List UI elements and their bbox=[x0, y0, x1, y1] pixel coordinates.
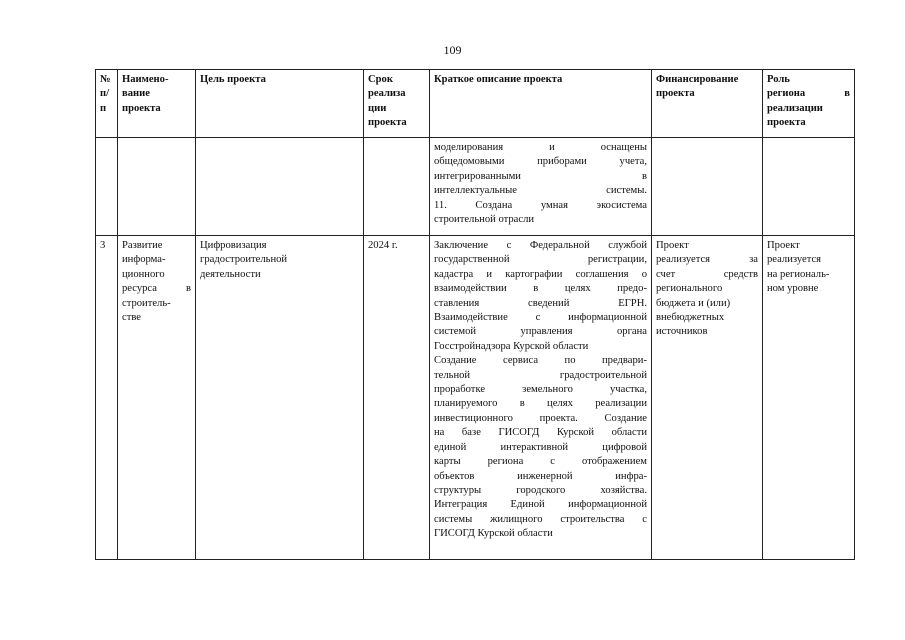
header-project-name: Наимено- вание проекта bbox=[118, 70, 196, 138]
cell-project-financing: Проект реализуется за счет средств регионального бюджета и (или) внебюджетных источников bbox=[652, 236, 763, 560]
header-number: № п/ п bbox=[96, 70, 118, 138]
cell-empty bbox=[118, 138, 196, 236]
cell-project-description: Заключение с Федеральной службой государственной регистрации, кадастра и картографии соглашения о взаимодействии в целях предо- ставления сведений ЕГРН. Взаимодействие с информационной системой управления органа Госстройнадзора Курской области Создание сервиса по предвари- тельной градостроительной проработке земельного участка, планируемого в целях реализации инвестиционного проекта. Создание на базе ГИСОГД Курской области единой интерактивной цифровой карты региона с отображением объектов инженерной инфра- структуры городского хозяйства. Интеграция Единой информационной системы жилищного строительства с ГИСОГД Курской области bbox=[430, 236, 652, 560]
table-row bbox=[96, 236, 855, 560]
cell-description-continuation: моделирования и оснащены общедомовыми приборами учета, интегрированными в интеллектуальные системы. 11. Создана умная экосистема строительной отрасли bbox=[430, 138, 652, 236]
cell-empty bbox=[96, 138, 118, 236]
header-project-term: Срок реализа ции проекта bbox=[364, 70, 430, 138]
cell-project-name: Развитие информа- ционного ресурса в строитель- стве bbox=[118, 236, 196, 560]
cell-empty bbox=[196, 138, 364, 236]
table-row-continuation bbox=[96, 138, 855, 236]
page-number: 109 bbox=[443, 43, 462, 57]
cell-empty bbox=[364, 138, 430, 236]
cell-empty bbox=[763, 138, 855, 236]
header-project-description: Краткое описание проекта bbox=[430, 70, 652, 138]
cell-region-role: Проект реализуется на региональ- ном уровне bbox=[763, 236, 855, 560]
header-project-financing: Финансирование проекта bbox=[652, 70, 763, 138]
table-header-row bbox=[96, 70, 855, 138]
cell-project-term: 2024 г. bbox=[364, 236, 430, 560]
header-project-goal: Цель проекта bbox=[196, 70, 364, 138]
cell-row-number: 3 bbox=[96, 236, 118, 560]
cell-project-goal: Цифровизация градостроительной деятельности bbox=[196, 236, 364, 560]
cell-empty bbox=[652, 138, 763, 236]
header-region-role: Роль региона в реализации проекта bbox=[763, 70, 855, 138]
project-table bbox=[95, 69, 855, 560]
